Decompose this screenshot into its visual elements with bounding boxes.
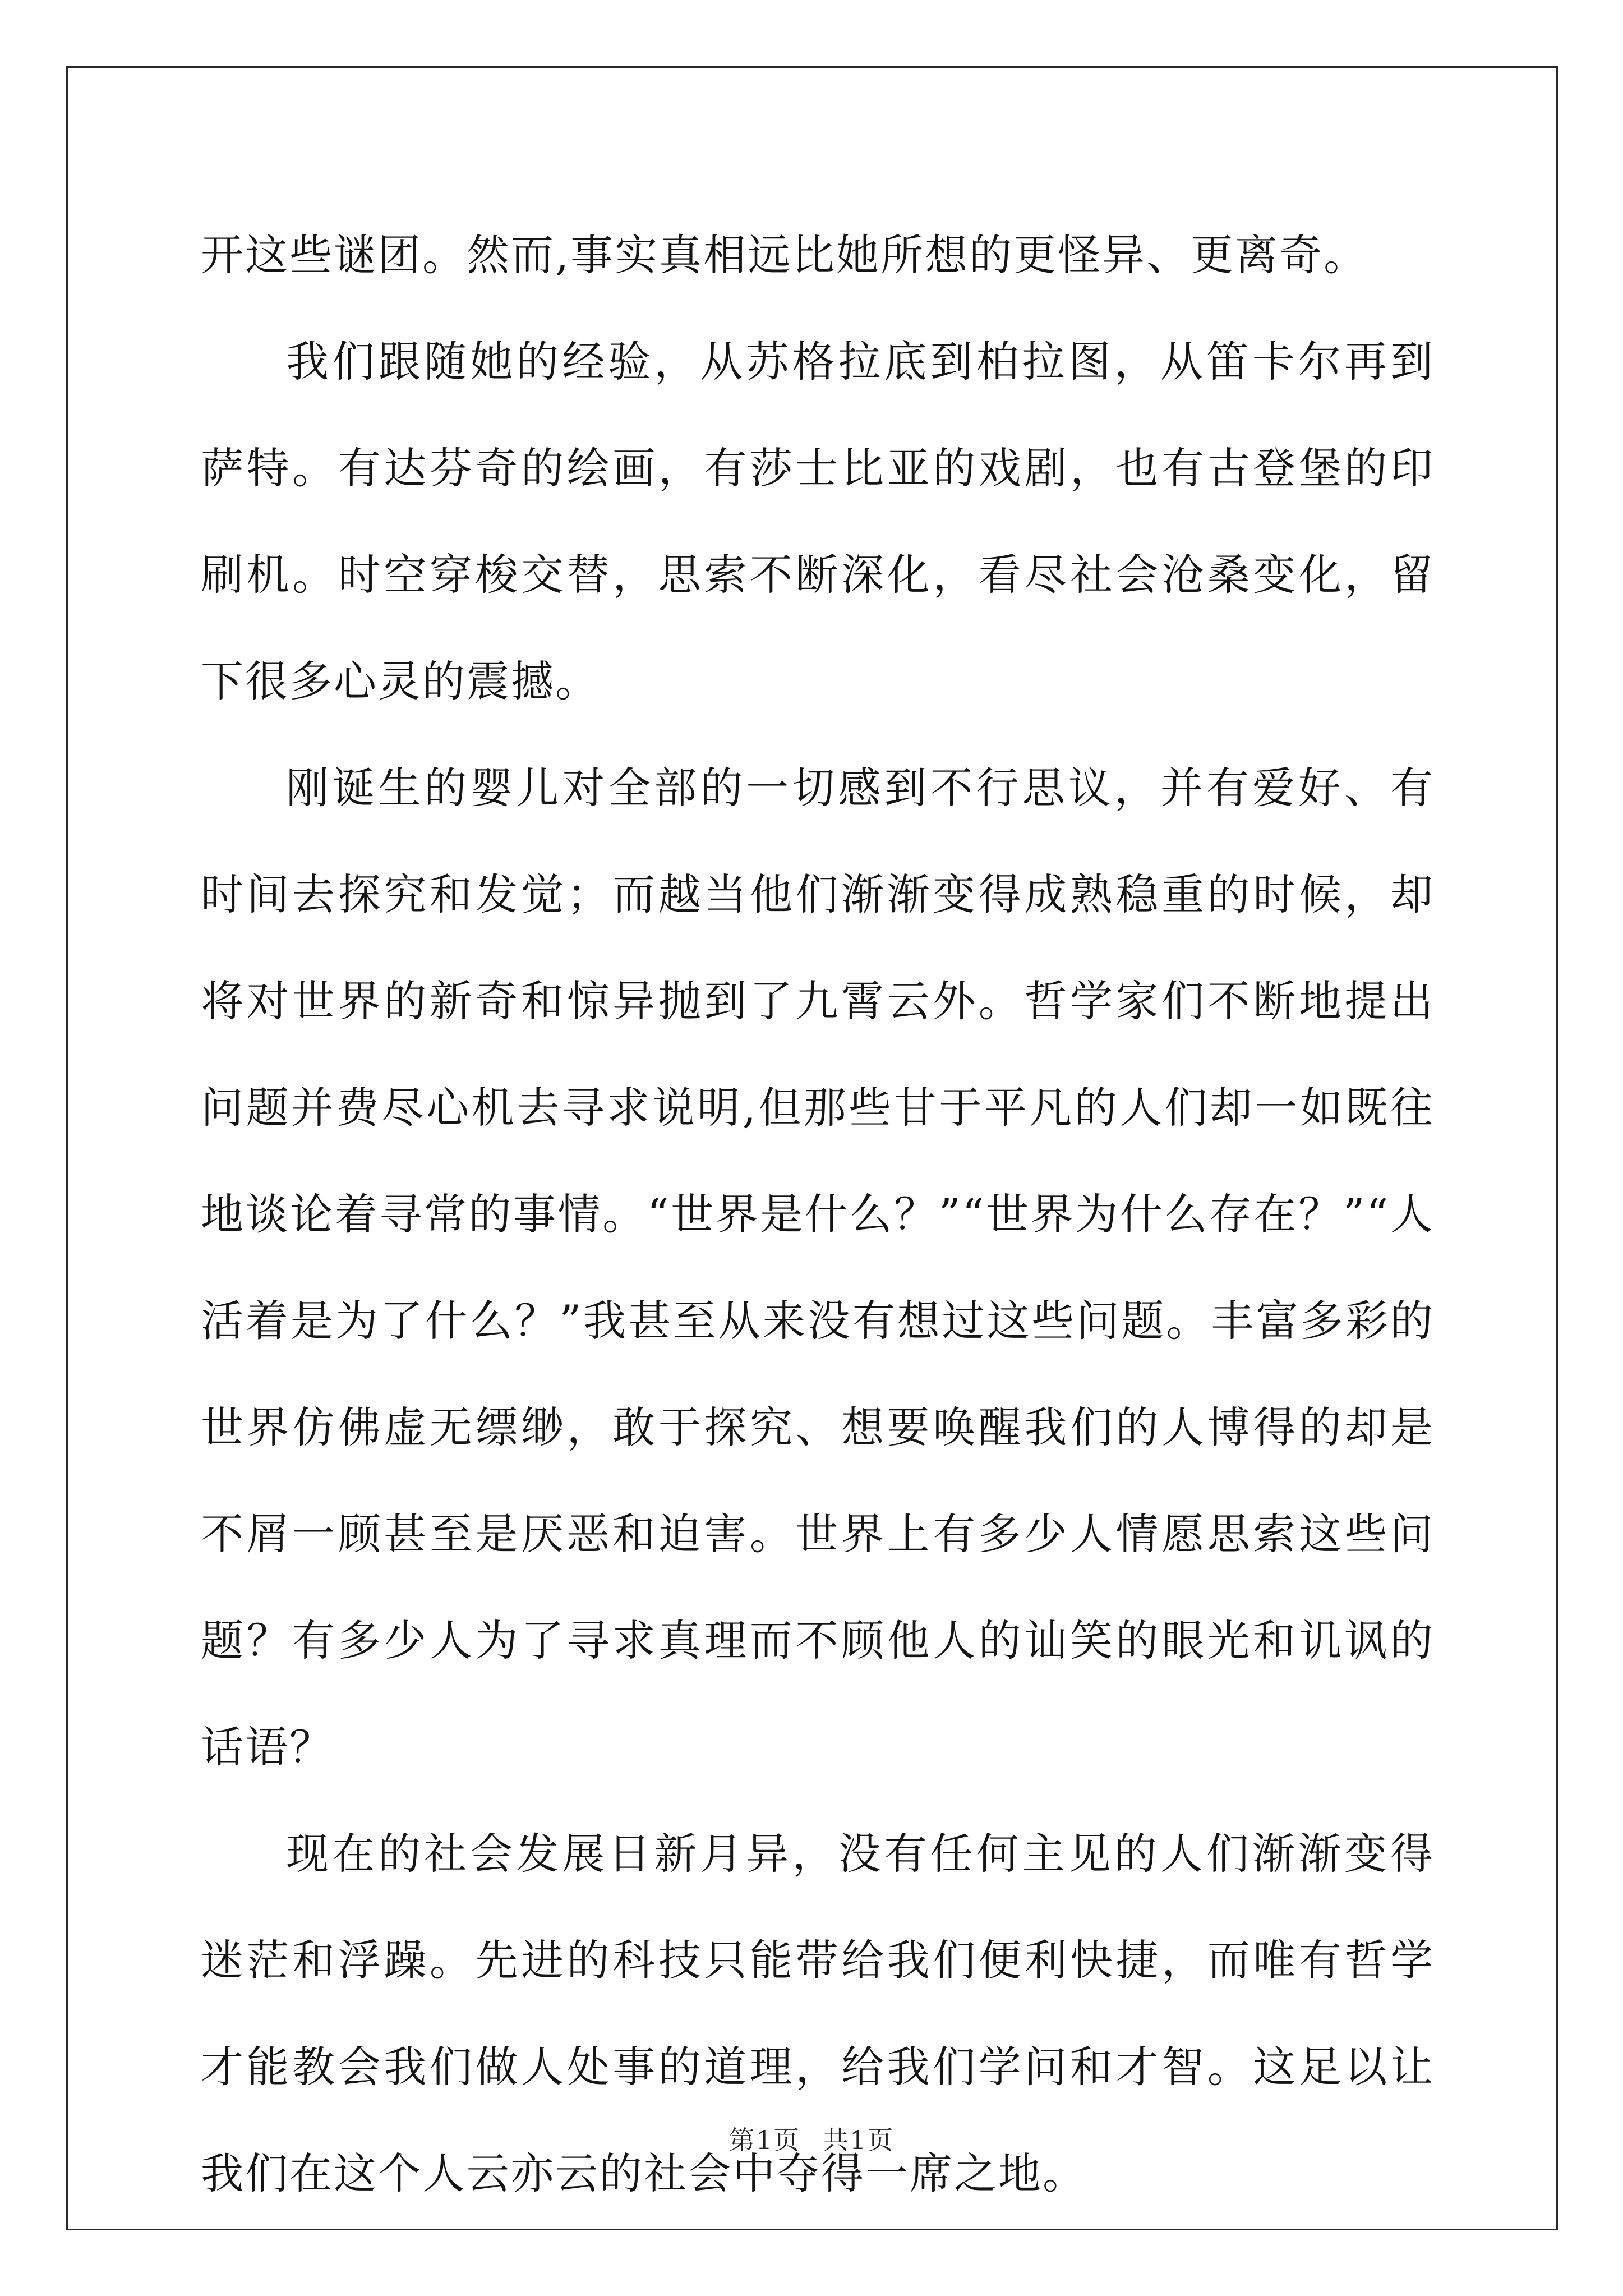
document-body (201, 202, 1435, 2227)
paragraph-1: 开这些谜团。然而,事实真相远比她所想的更怪异、更离奇。 (201, 230, 1368, 280)
paragraph-4: 现在的社会发展日新月异，没有任何主见的人们渐渐变得迷茫和浮躁。先进的科技只能带给我们便利快捷，而唯有哲学才能教会我们做人处事的道理，给我们学问和才智。这足以让我们在这个人云亦云的社会中夺得一席之地。 (201, 1829, 1435, 2198)
page-number-current: 第1页 (728, 2125, 800, 2155)
paragraph-3: 刚诞生的婴儿对全部的一切感到不行思议，并有爱好、有时间去探究和发觉；而越当他们渐渐变得成熟稳重的时候，却将对世界的新奇和惊异抛到了九霄云外。哲学家们不断地提出问题并费尽心机去寻求说明,但那些甘于平凡的人们却一如既往地谈论着寻常的事情。“世界是什么？”“世界为什么存在？”“人活着是为了什么？”我甚至从来没有想过这些问题。丰富多彩的世界仿佛虚无缥缈，敢于探究、想要唤醒我们的人博得的却是不屑一顾甚至是厌恶和迫害。世界上有多少人情愿思索这些问题？有多少人为了寻求真理而不顾他人的讪笑的眼光和讥讽的话语？ (201, 763, 1435, 1772)
page-footer (0, 2123, 1623, 2157)
paragraph-2: 我们跟随她的经验，从苏格拉底到柏拉图，从笛卡尔再到萨特。有达芬奇的绘画，有莎士比亚的戏剧，也有古登堡的印刷机。时空穿梭交替，思索不断深化，看尽社会沧桑变化，留下很多心灵的震撼。 (201, 337, 1435, 706)
page-number-total: 共1页 (823, 2125, 895, 2155)
